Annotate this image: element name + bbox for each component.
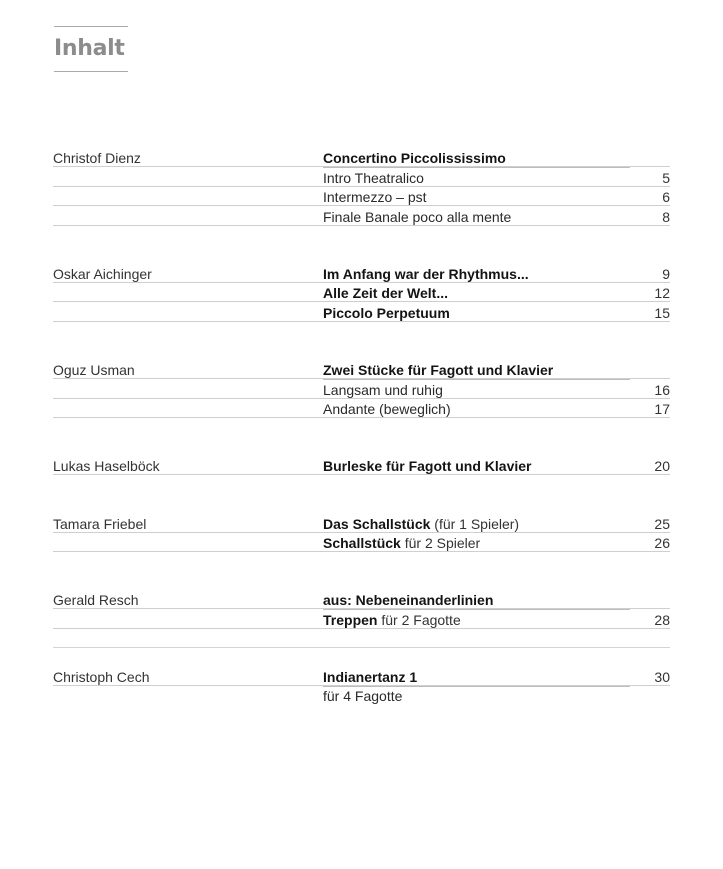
toc-row — [53, 590, 670, 609]
work-title: Piccolo Perpetuum — [323, 304, 450, 321]
toc-section — [53, 264, 670, 322]
page-number: 15 — [654, 304, 670, 321]
work-title: Treppen — [323, 611, 378, 628]
page-number: 28 — [654, 611, 670, 628]
work-title: Concertino Piccolississimo — [323, 150, 630, 167]
work-title: aus: Nebeneinanderlinien — [323, 592, 630, 609]
toc-section — [53, 360, 670, 418]
toc-row — [53, 379, 670, 398]
instrumentation-note: für 4 Fagotte — [323, 688, 403, 705]
page-number: 26 — [654, 535, 670, 552]
instrumentation-note: (für 1 Spieler) — [430, 515, 520, 532]
page-number: 6 — [662, 189, 670, 206]
title-rule — [54, 71, 128, 72]
work-entry — [323, 516, 630, 533]
toc-row — [53, 456, 670, 475]
work-entry — [323, 535, 630, 552]
page-number: 5 — [662, 169, 670, 186]
page-number: 9 — [662, 265, 670, 282]
movement-title: Finale Banale poco alla mente — [323, 208, 512, 225]
work-title: Burleske für Fagott und Klavier — [323, 458, 532, 475]
page-number: 12 — [654, 285, 670, 302]
composer-name: Christof Dienz — [53, 150, 141, 167]
toc-row — [53, 283, 670, 302]
composer-name: Oguz Usman — [53, 362, 135, 379]
toc-section — [53, 590, 670, 648]
separator-line — [53, 629, 670, 648]
toc-row — [53, 264, 670, 283]
toc-row — [53, 666, 670, 685]
page-number: 25 — [654, 515, 670, 532]
toc-section — [53, 456, 670, 475]
toc-row — [53, 148, 670, 167]
composer-name: Gerald Resch — [53, 592, 139, 609]
instrumentation-note: für 2 Spieler — [400, 535, 481, 552]
composer-name: Oskar Aichinger — [53, 265, 152, 282]
movement-title: Andante (beweglich) — [323, 400, 451, 417]
work-entry — [323, 612, 630, 629]
work-title: Zwei Stücke für Fagott und Klavier — [323, 362, 630, 379]
work-title: Schallstück — [323, 535, 401, 552]
toc-row — [53, 609, 670, 628]
page-number: 20 — [654, 458, 670, 475]
toc-row — [53, 513, 670, 532]
toc-row — [53, 187, 670, 206]
toc-row — [53, 206, 670, 225]
toc-section — [53, 666, 670, 705]
work-title: Indianertanz 1 — [323, 669, 630, 686]
toc-row — [53, 360, 670, 379]
toc-row — [53, 533, 670, 552]
composer-name: Christoph Cech — [53, 668, 150, 685]
page-number: 16 — [654, 381, 670, 398]
instrumentation-note: für 2 Fagotte — [377, 611, 461, 628]
toc-row — [53, 302, 670, 321]
toc-section — [53, 148, 670, 226]
page-number: 8 — [662, 208, 670, 225]
toc-row-plain — [53, 686, 670, 705]
composer-name: Lukas Haselböck — [53, 458, 160, 475]
work-title: Alle Zeit der Welt... — [323, 285, 448, 302]
movement-title: Langsam und ruhig — [323, 381, 443, 398]
page-title: Inhalt — [54, 36, 125, 61]
work-title: Im Anfang war der Rhythmus... — [323, 265, 529, 282]
toc-section — [53, 513, 670, 552]
toc-row — [53, 399, 670, 418]
movement-title: Intermezzo – pst — [323, 189, 427, 206]
page-number: 30 — [654, 668, 670, 685]
work-title: Das Schallstück — [323, 515, 431, 532]
page-number: 17 — [654, 400, 670, 417]
toc-title-block — [54, 26, 128, 72]
composer-name: Tamara Friebel — [53, 515, 147, 532]
toc-row — [53, 167, 670, 186]
table-of-contents — [53, 148, 670, 743]
movement-title: Intro Theatralico — [323, 169, 424, 186]
